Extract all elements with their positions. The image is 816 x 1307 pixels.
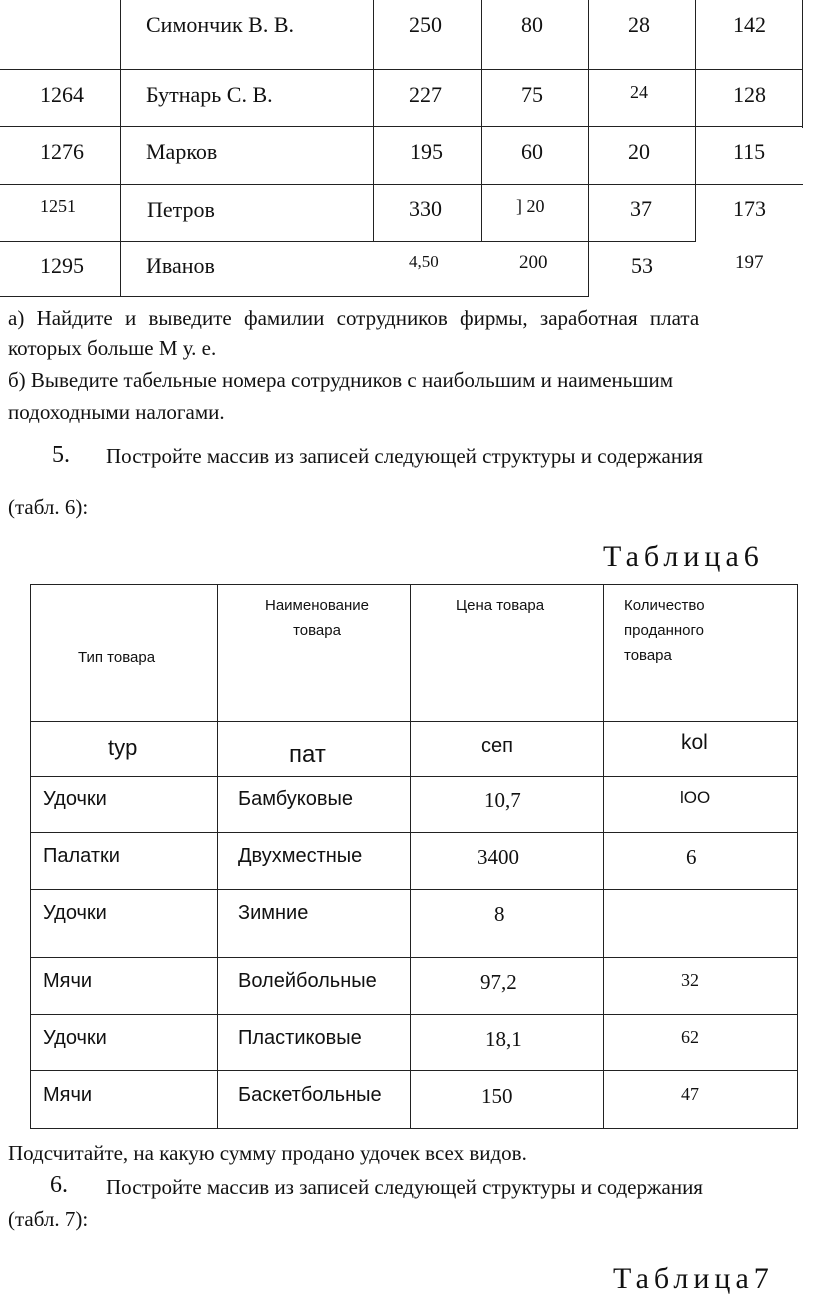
field-name: kol: [681, 731, 708, 754]
cell-value: 330: [409, 196, 442, 221]
cell-name: Бутнарь С. В.: [146, 82, 273, 107]
task-a-line2: которых больше М у. е.: [8, 336, 217, 360]
cell-qty: lOO: [680, 788, 711, 807]
cell-price: 10,7: [484, 788, 521, 812]
cell-id: 1264: [40, 82, 84, 107]
cell-value: 173: [733, 196, 766, 221]
cell-value: 20: [628, 139, 650, 164]
cell-type: Мячи: [43, 970, 93, 992]
cell-value: 227: [409, 82, 442, 107]
column-header-type: Тип товара: [78, 649, 156, 666]
cell-qty: 6: [686, 845, 697, 869]
cell-name: Волейбольные: [238, 970, 377, 992]
cell-value: 4,50: [409, 252, 439, 271]
cell-value: 195: [410, 139, 443, 164]
field-name: пат: [289, 741, 326, 768]
cell-value: 200: [519, 252, 548, 273]
cell-name: Зимние: [238, 902, 309, 924]
cell-id: 1251: [40, 196, 76, 216]
cell-type: Удочки: [43, 1027, 107, 1049]
cell-value: 197: [735, 252, 764, 273]
table-title: Таблица7: [613, 1262, 774, 1295]
cell-type: Удочки: [43, 902, 107, 924]
column-header-qty: Количество проданного товара: [624, 597, 705, 664]
cell-value: 142: [733, 12, 766, 37]
cell-qty: 47: [681, 1084, 699, 1104]
cell-value: 53: [631, 253, 653, 278]
cell-name: Баскетбольные: [238, 1084, 382, 1106]
cell-price: 97,2: [480, 970, 517, 994]
cell-value: 250: [409, 12, 442, 37]
cell-name: Пластиковые: [238, 1027, 362, 1049]
cell-id: 1276: [40, 139, 84, 164]
cell-price: 150: [481, 1084, 513, 1108]
cell-type: Удочки: [43, 788, 107, 810]
task-b-line2: подоходными налогами.: [8, 400, 225, 424]
task-b-line1: б) Выведите табельные номера сотрудников с наибольшим и наименьшим: [8, 368, 674, 392]
task-question: Подсчитайте, на какую сумму продано удочек всех видов.: [8, 1141, 527, 1165]
table-reference: (табл. 7):: [8, 1207, 89, 1231]
task-text: Постройте массив из записей следующей структуры и содержания: [106, 444, 703, 468]
cell-value: 60: [521, 139, 543, 164]
cell-price: 18,1: [485, 1027, 522, 1051]
cell-value: 28: [628, 12, 650, 37]
task-number: 6.: [50, 1172, 68, 1198]
cell-type: Мячи: [43, 1084, 93, 1106]
cell-qty: 32: [681, 970, 699, 990]
cell-price: 3400: [477, 845, 519, 869]
cell-type: Палатки: [43, 845, 120, 867]
table-reference: (табл. 6):: [8, 495, 89, 519]
cell-value: ] 20: [516, 196, 545, 216]
task-text: Постройте массив из записей следующей структуры и содержания: [106, 1175, 703, 1199]
cell-name: Двухместные: [238, 845, 363, 867]
cell-name: Симончик В. В.: [146, 12, 295, 37]
cell-value: 115: [733, 139, 766, 164]
cell-value: 128: [733, 82, 766, 107]
cell-name: Марков: [146, 139, 218, 164]
column-header-name: Наименование товара: [265, 597, 369, 639]
cell-qty: 62: [681, 1027, 699, 1047]
column-header-price: Цена товара: [456, 597, 545, 614]
field-name: сеп: [481, 735, 513, 757]
table-title: Таблица6: [603, 540, 764, 573]
cell-name: Бамбуковые: [238, 788, 354, 810]
cell-price: 8: [494, 902, 505, 926]
field-name: typ: [108, 735, 138, 760]
task-a-line1: а) Найдите и выведите фамилии сотрудников фирмы, заработная плата: [8, 306, 700, 330]
cell-name: Петров: [147, 197, 215, 222]
cell-value: 37: [630, 196, 652, 221]
task-number: 5.: [52, 442, 70, 468]
cell-value: 75: [521, 82, 543, 107]
cell-value: 80: [521, 12, 543, 37]
cell-id: 1295: [40, 253, 84, 278]
cell-value: 24: [630, 82, 648, 102]
cell-name: Иванов: [146, 253, 215, 278]
